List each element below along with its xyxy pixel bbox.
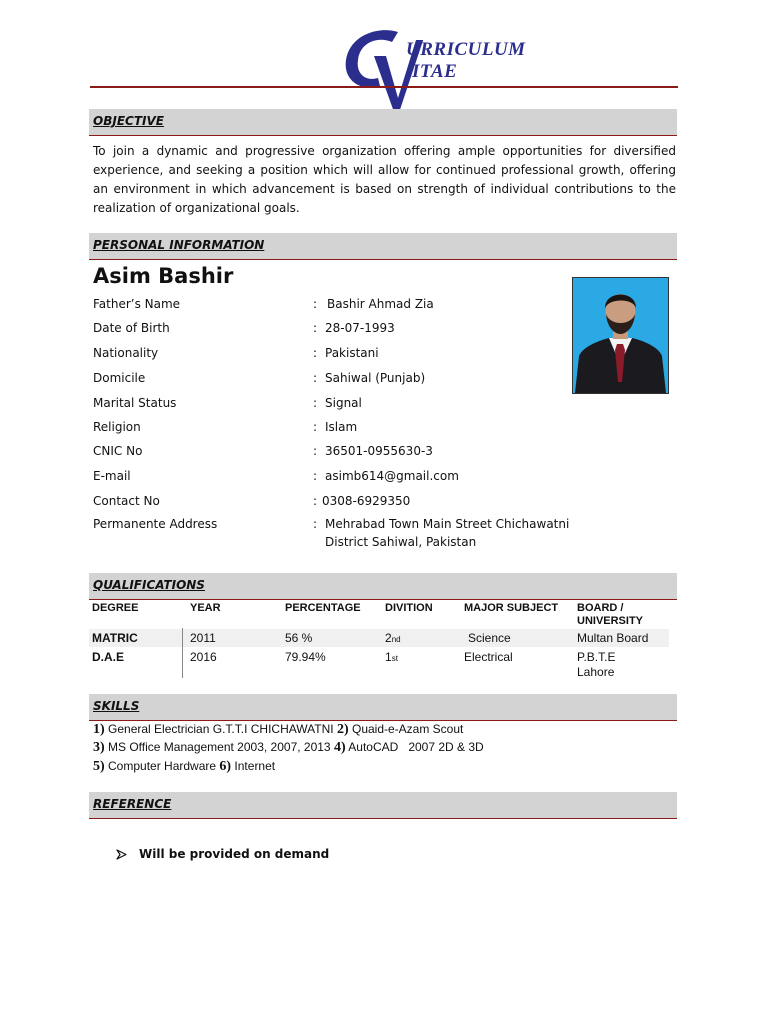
field-label: Date of Birth xyxy=(93,321,170,335)
col-header-degree: DEGREE xyxy=(92,602,139,614)
personal-section-bar xyxy=(89,233,677,260)
address-line-1: Mehrabad Town Main Street Chichawatni xyxy=(325,517,570,531)
skills-line xyxy=(93,740,484,756)
skill-number: 4) xyxy=(333,740,346,755)
skill-text: AutoCAD 2007 2D & 3D xyxy=(348,740,484,754)
address-line-2: District Sahiwal, Pakistan xyxy=(325,535,477,549)
field-label: Domicile xyxy=(93,371,146,385)
field-value: 0308-6929350 xyxy=(322,494,411,508)
qualifications-section-bar xyxy=(89,573,677,600)
person-photo-icon xyxy=(573,278,668,393)
field-value: 28-07-1993 xyxy=(325,321,395,335)
row-major: Science xyxy=(468,631,511,645)
skill-number: 5) xyxy=(93,759,105,774)
objective-title: OBJECTIVE xyxy=(93,114,164,128)
profile-photo xyxy=(572,277,669,394)
field-colon: : xyxy=(313,297,318,311)
field-label: Contact No xyxy=(93,494,160,508)
field-value: Islam xyxy=(325,420,358,434)
objective-text: To join a dynamic and progressive organization offering ample opportunities for diversified experience, and seeking a position which will allow for continued professional growth, offering an environment in which advancement is based on strength of individual contributions to the realization of organizational goals. xyxy=(93,144,676,215)
field-colon: : xyxy=(313,444,318,458)
col-header-division: DIVITION xyxy=(385,602,433,614)
logo-line-2: ITAE xyxy=(412,61,458,82)
row-degree: MATRIC xyxy=(92,631,138,645)
field-colon: : xyxy=(313,517,318,531)
field-label: E-mail xyxy=(93,469,131,483)
skills-line xyxy=(93,722,463,738)
header-divider xyxy=(90,86,678,88)
field-value: Pakistani xyxy=(325,346,379,360)
field-label: Permanente Address xyxy=(93,517,218,531)
skill-text: Internet xyxy=(234,759,276,773)
row-board-line-2: Lahore xyxy=(577,665,615,679)
field-value: 36501-0955630-3 xyxy=(325,444,433,458)
row-percentage: 56 % xyxy=(285,631,313,645)
col-header-year: YEAR xyxy=(190,602,221,614)
field-value: Bashir Ahmad Zia xyxy=(327,297,434,311)
field-colon: : xyxy=(313,396,318,410)
skills-line xyxy=(93,759,275,775)
row-board: P.B.T.E xyxy=(577,650,616,664)
skill-text: MS Office Management 2003, 2007, 2013 xyxy=(108,740,331,754)
skill-number: 6) xyxy=(219,759,232,774)
row-board: Multan Board xyxy=(577,631,649,645)
col-header-university: UNIVERSITY xyxy=(577,615,644,627)
field-colon: : xyxy=(313,321,318,335)
row-year: 2011 xyxy=(190,631,216,645)
row-degree: D.A.E xyxy=(92,650,125,664)
skill-number: 3) xyxy=(93,740,105,755)
table-divider xyxy=(182,628,183,678)
skill-number: 1) xyxy=(93,722,105,737)
field-label: Nationality xyxy=(93,346,159,360)
field-colon: : xyxy=(313,346,318,360)
skills-title: SKILLS xyxy=(93,699,140,713)
field-colon: : xyxy=(313,371,318,385)
row-year: 2016 xyxy=(190,650,217,664)
field-value: Signal xyxy=(325,396,362,410)
candidate-name: Asim Bashir xyxy=(93,264,234,288)
reference-title: REFERENCE xyxy=(93,797,172,811)
col-header-board: BOARD / xyxy=(577,602,624,614)
field-label: CNIC No xyxy=(93,444,143,458)
field-label: Marital Status xyxy=(93,396,177,410)
qualifications-title: QUALIFICATIONS xyxy=(93,578,205,592)
personal-title: PERSONAL INFORMATION xyxy=(93,238,265,252)
logo-line-1: URRICULUM xyxy=(406,39,526,60)
skill-text: Computer Hardware xyxy=(108,759,217,773)
skill-text: General Electrician G.T.T.I CHICHAWATNI xyxy=(108,722,334,736)
row-division-number: 2 xyxy=(385,631,392,645)
row-division-suffix: nd xyxy=(391,635,401,644)
row-division-suffix: st xyxy=(391,654,398,663)
field-colon: : xyxy=(313,494,318,508)
row-division-number: 1 xyxy=(385,650,392,664)
field-label: Father’s Name xyxy=(93,297,181,311)
field-value: Sahiwal (Punjab) xyxy=(325,371,426,385)
reference-section-bar xyxy=(89,792,677,819)
reference-text: Will be provided on demand xyxy=(139,847,330,861)
skill-number: 2) xyxy=(336,722,349,737)
row-percentage: 79.94% xyxy=(285,650,326,664)
skills-section-bar xyxy=(89,694,677,721)
skill-text: Quaid-e-Azam Scout xyxy=(351,722,464,736)
field-label: Religion xyxy=(93,420,141,434)
field-colon: : xyxy=(313,469,318,483)
col-header-percentage: PERCENTAGE xyxy=(285,602,361,614)
col-header-major: MAJOR SUBJECT xyxy=(464,602,559,614)
field-colon: : xyxy=(313,420,318,434)
objective-section-bar xyxy=(89,109,677,136)
email-value[interactable]: asimb614@gmail.com xyxy=(325,469,459,483)
arrow-bullet-icon xyxy=(116,849,127,860)
row-major: Electrical xyxy=(464,650,513,664)
row-division xyxy=(385,650,398,664)
row-division xyxy=(385,631,401,645)
